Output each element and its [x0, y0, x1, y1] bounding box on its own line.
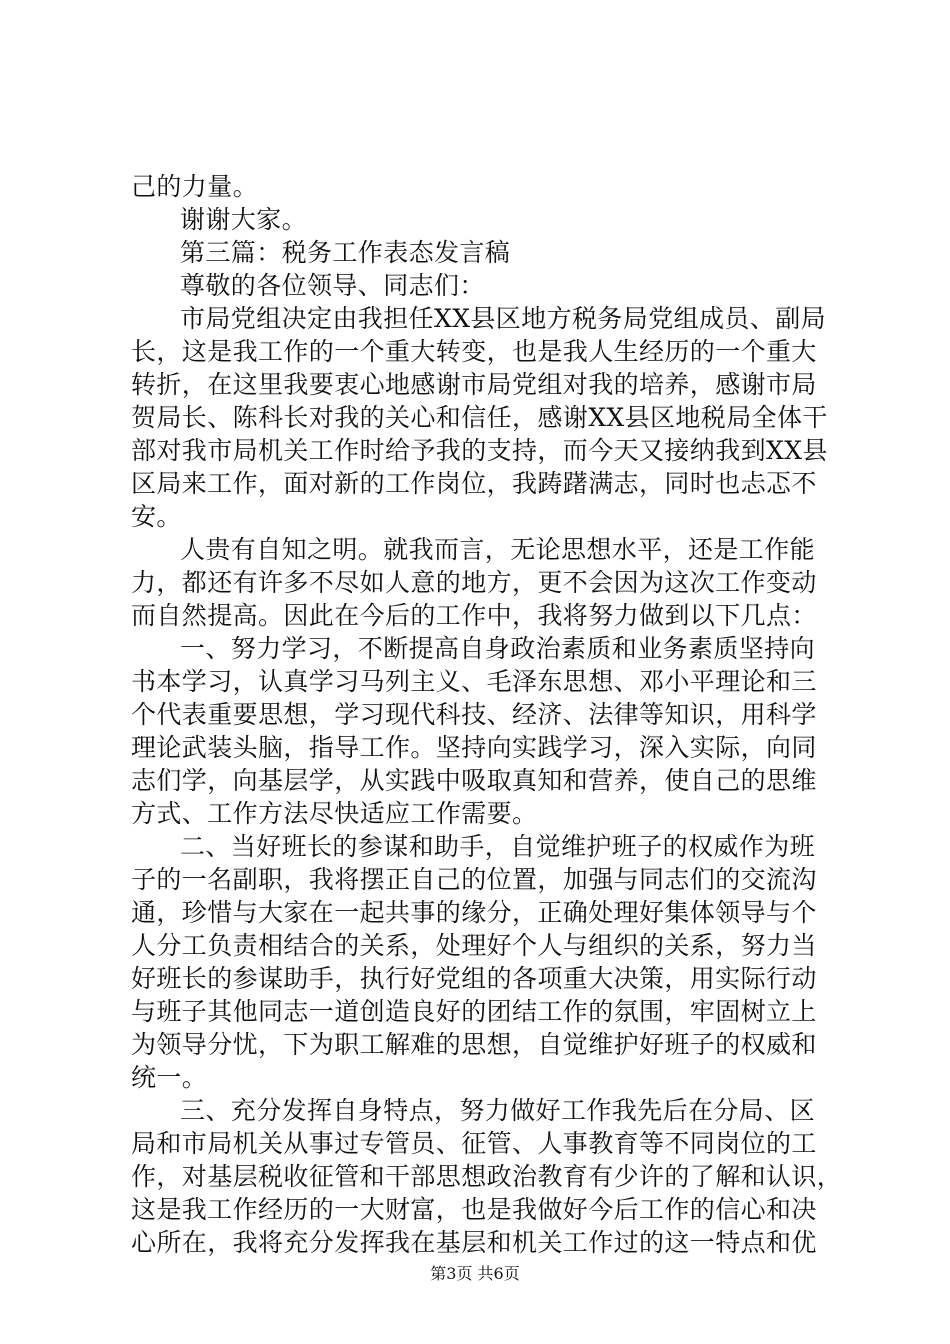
text-line: 与班子其他同志一道创造良好的团结工作的氛围，牢固树立上 [131, 997, 817, 1026]
text-line: 而自然提高。因此在今后的工作中，我将努力做到以下几点： [131, 601, 817, 630]
text-line: 为领导分忧，下为职工解难的思想，自觉维护好班子的权威和 [131, 1030, 817, 1059]
text-line: 统一。 [131, 1063, 208, 1092]
text-line: 局和市局机关从事过专管员、征管、人事教育等不同岗位的工 [131, 1129, 817, 1158]
text-line: 一、努力学习，不断提高自身政治素质和业务素质坚持向 [180, 634, 816, 663]
text-line: 力，都还有许多不尽如人意的地方，更不会因为这次工作变动 [131, 568, 817, 597]
text-line: 部对我市局机关工作时给予我的支持，而今天又接纳我到XX县 [131, 436, 828, 465]
section-heading: 第三篇：税务工作表态发言稿 [180, 238, 511, 267]
text-line: 子的一名副职，我将摆正自己的位置，加强与同志们的交流沟 [131, 865, 817, 894]
text-line: 人贵有自知之明。就我而言，无论思想水平，还是工作能 [180, 535, 816, 564]
text-line: 区局来工作，面对新的工作岗位，我踌躇满志，同时也忐忑不 [131, 469, 817, 498]
text-line: 方式、工作方法尽快适应工作需要。 [131, 799, 538, 828]
text-line: 长，这是我工作的一个重大转变，也是我人生经历的一个重大 [131, 337, 817, 366]
text-line: 人分工负责相结合的关系，处理好个人与组织的关系，努力当 [131, 931, 817, 960]
text-line: 三、充分发挥自身特点，努力做好工作我先后在分局、区 [180, 1096, 816, 1125]
text-line: 理论武装头脑，指导工作。坚持向实践学习，深入实际，向同 [131, 733, 817, 762]
text-line: 心所在，我将充分发挥我在基层和机关工作过的这一特点和优 [131, 1228, 817, 1257]
text-line: 安。 [131, 502, 182, 531]
text-line: 市局党组决定由我担任XX县区地方税务局党组成员、副局 [180, 304, 826, 333]
text-line: 己的力量。 [131, 172, 259, 201]
text-line: 贺局长、陈科长对我的关心和信任，感谢XX县区地税局全体干 [131, 403, 828, 432]
text-line: 好班长的参谋助手，执行好党组的各项重大决策，用实际行动 [131, 964, 817, 993]
text-line: 二、当好班长的参谋和助手，自觉维护班子的权威作为班 [180, 832, 816, 861]
page-number: 第3页 共6页 [430, 1264, 520, 1283]
text-line: 志们学，向基层学，从实践中吸取真知和营养，使自己的思维 [131, 766, 817, 795]
text-line: 通，珍惜与大家在一起共事的缘分，正确处理好集体领导与个 [131, 898, 817, 927]
text-line: 书本学习，认真学习马列主义、毛泽东思想、邓小平理论和三 [131, 667, 817, 696]
text-line: 这是我工作经历的一大财富，也是我做好今后工作的信心和决 [131, 1195, 817, 1224]
text-line: 谢谢大家。 [180, 205, 308, 234]
text-line: 转折，在这里我要衷心地感谢市局党组对我的培养，感谢市局 [131, 370, 817, 399]
text-line: 个代表重要思想，学习现代科技、经济、法律等知识，用科学 [131, 700, 817, 729]
text-line: 作，对基层税收征管和干部思想政治教育有少许的了解和认识， [131, 1162, 843, 1191]
salutation: 尊敬的各位领导、同志们： [180, 271, 485, 300]
